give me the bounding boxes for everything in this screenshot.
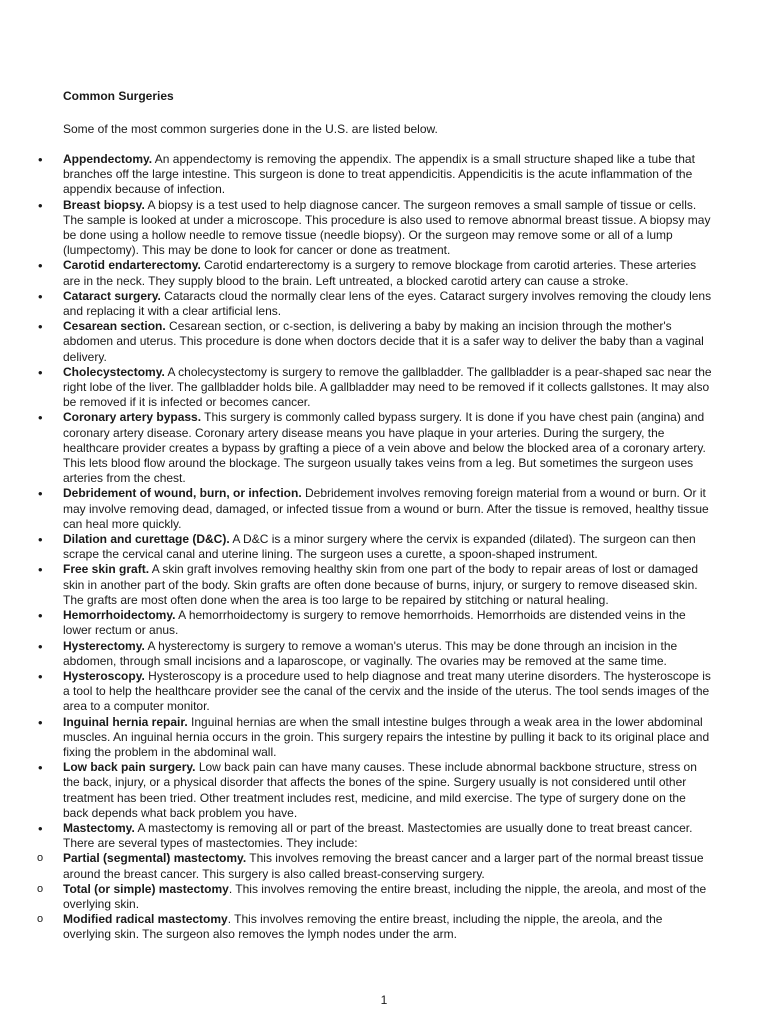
bullet-icon: • (38, 562, 43, 578)
list-item (0, 319, 768, 365)
item-term: Inguinal hernia repair. (63, 714, 188, 729)
page-title: Common Surgeries (63, 89, 174, 103)
sub-list-item (0, 912, 768, 942)
list-item (0, 562, 768, 608)
list-item (0, 289, 768, 319)
bullet-icon: • (38, 638, 43, 654)
sub-bullet-icon: o (37, 852, 44, 865)
item-term: Low back pain surgery. (63, 760, 196, 775)
item-term: Partial (segmental) mastectomy. (63, 851, 247, 866)
page-number: 1 (380, 993, 388, 1007)
item-term: Cesarean section. (63, 319, 166, 334)
list-item (0, 198, 768, 259)
list-item (0, 639, 768, 669)
intro-paragraph: Some of the most common surgeries done in the U.S. are listed below. (63, 122, 438, 136)
item-term: Free skin graft. (63, 562, 150, 577)
item-description: This involves removing the breast cancer and a larger part of the normal breast tissue around the breast cancer. This surgery is also called breast-conserving surgery. (63, 851, 704, 881)
sub-bullet-icon: o (37, 913, 44, 926)
item-term: Coronary artery bypass. (63, 410, 202, 425)
item-description: Cataracts cloud the normally clear lens of the eyes. Cataract surgery involves removing the cloudy lens and replacing it with a clear artificial lens. (63, 288, 712, 319)
list-item (0, 365, 768, 411)
list-item (0, 608, 768, 638)
item-description: A hysterectomy is surgery to remove a woman's uterus. This may be done through an incision in the abdomen, through small incisions and a laparoscope, or vaginally. The ovaries may be removed at the same time. (63, 638, 678, 668)
surgery-list (0, 152, 768, 943)
list-item (0, 410, 768, 486)
bullet-icon: • (38, 319, 43, 335)
bullet-icon: • (38, 288, 43, 304)
bullet-icon: • (38, 760, 43, 776)
list-item (0, 532, 768, 562)
sub-list-item (0, 851, 768, 881)
item-term: Carotid endarterectomy. (63, 258, 201, 273)
bullet-icon: • (38, 410, 43, 426)
bullet-icon: • (38, 152, 43, 167)
item-term: Appendectomy. (63, 152, 153, 166)
item-term: Mastectomy. (63, 820, 135, 835)
item-description: . This involves removing the entire breast, including the nipple, the areola, and the overlying skin. The surgeon also removes the lymph nodes under the arm. (63, 912, 663, 942)
item-description: A skin graft involves removing healthy skin from one part of the body to repair areas of lost or damaged skin in another part of the body. Skin grafts are often done because of burns, injury, or surgery to remove diseased skin. The grafts are most often done when the area is too large to be repaired by stitching or natural healing. (63, 562, 698, 607)
item-description: Cesarean section, or c-section, is delivering a baby by making an incision through the mother's abdomen and uterus. This procedure is done when doctors decide that it is a safer way to deliver the baby than a vaginal delivery. (63, 319, 704, 364)
item-description: Hysteroscopy is a procedure used to help diagnose and treat many uterine disorders. The hysteroscope is a tool to help the healthcare provider see the canal of the cervix and the inside of the uterus. The tool sends images of the area to a computer monitor. (63, 668, 711, 714)
item-description: A mastectomy is removing all or part of the breast. Mastectomies are usually done to treat breast cancer. There are several types of mastectomies. They include: (63, 820, 693, 851)
bullet-icon: • (38, 258, 43, 274)
bullet-icon: • (38, 197, 43, 213)
item-term: Hysteroscopy. (63, 668, 145, 683)
bullet-icon: • (38, 714, 43, 730)
item-description: A hemorrhoidectomy is surgery to remove hemorrhoids. Hemorrhoids are distended veins in the lower rectum or anus. (63, 608, 686, 638)
item-description: A D&C is a minor surgery where the cervix is expanded (dilated). The surgeon can then scrape the cervical canal and uterine lining. The surgeon uses a curette, a spoon-shaped instrument. (63, 532, 696, 562)
bullet-icon: • (38, 486, 43, 502)
bullet-icon: • (38, 532, 43, 548)
bullet-icon: • (38, 820, 43, 836)
item-description: Low back pain can have many causes. These include abnormal backbone structure, stress on the back, injury, or a physical disorder that affects the bones of the spine. Surgery usually is not considered until other treatment has been tried. Other treatment includes rest, medicine, and mild exercise. The type of surgery done on the back depends what back problem you have. (63, 760, 697, 820)
item-description: A cholecystectomy is surgery to remove the gallbladder. The gallbladder is a pear-shaped sac near the right lobe of the liver. The gallbladder holds bile. A gallbladder may need to be removed if it collects gallstones. It may also be removed if it is infected or becomes cancer. (63, 364, 712, 410)
item-description: . This involves removing the entire breast, including the nipple, the areola, and most of the overlying skin. (63, 881, 707, 911)
item-description: Inguinal hernias are when the small intestine bulges through a weak area in the lower abdominal muscles. An inguinal hernia occurs in the groin. This surgery repairs the intestine by pulling it back to its original place and fixing the problem in the abdominal wall. (63, 714, 710, 759)
list-item (0, 760, 768, 821)
list-item (0, 486, 768, 532)
item-description: Carotid endarterectomy is a surgery to remove blockage from carotid arteries. These arteries are in the neck. They supply blood to the brain. Left untreated, a blocked carotid artery can cause a stroke. (63, 258, 697, 288)
item-description: Debridement involves removing foreign material from a wound or burn. Or it may involve removing dead, damaged, or infected tissue from a wound or burn. After the tissue is removed, healthy tissue can heal more quickly. (63, 486, 709, 531)
sub-bullet-icon: o (37, 882, 44, 895)
item-description: An appendectomy is removing the appendix. The appendix is a small structure shaped like a tube that branches off the large intestine. This surgeon is done to treat appendicitis. Appendicitis is the acute inflammation of the appendix because of infection. (63, 152, 695, 197)
item-term: Breast biopsy. (63, 197, 145, 212)
item-term: Modified radical mastectomy (63, 912, 228, 927)
list-item (0, 669, 768, 715)
list-item (0, 715, 768, 761)
item-description: This surgery is commonly called bypass surgery. It is done if you have chest pain (angina) and coronary artery disease. Coronary artery disease means you have plaque in your arteries. During the surgery, the healthcare provider creates a bypass by grafting a piece of a vein above and below the blocked area of a coronary artery. This lets blood flow around the blockage. The surgeon usually takes veins from a leg. But sometimes the surgeon uses arteries from the chest. (63, 410, 706, 486)
item-term: Hemorrhoidectomy. (63, 608, 176, 623)
list-item (0, 258, 768, 288)
item-term: Cholecystectomy. (63, 364, 165, 379)
item-term: Debridement of wound, burn, or infection. (63, 486, 302, 501)
item-term: Hysterectomy. (63, 638, 145, 653)
item-description: A biopsy is a test used to help diagnose cancer. The surgeon removes a small sample of tissue or cells. The sample is looked at under a microscope. This procedure is also used to remove abnormal breast tissue. A biopsy may be done using a hollow needle to remove tissue (needle biopsy). Or the surgeon may remove some or all of a lump (lumpectomy). This may be done to look for cancer or done as treatment. (63, 197, 711, 258)
list-item (0, 152, 768, 198)
item-term: Cataract surgery. (63, 288, 161, 303)
sub-list-item (0, 882, 768, 912)
bullet-icon: • (38, 668, 43, 684)
list-item (0, 821, 768, 851)
bullet-icon: • (38, 608, 43, 624)
bullet-icon: • (38, 364, 43, 380)
item-term: Dilation and curettage (D&C). (63, 532, 230, 547)
item-term: Total (or simple) mastectomy (63, 881, 229, 896)
